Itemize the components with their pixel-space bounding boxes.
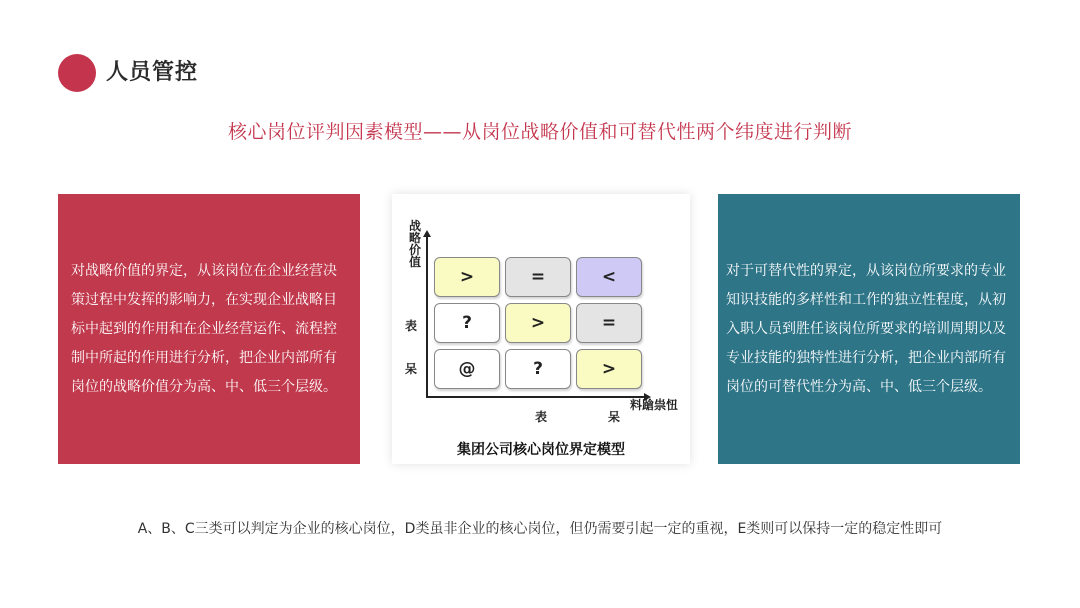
model-cell-r2c2: > (505, 303, 571, 343)
model-cell-r2c1: ? (434, 303, 500, 343)
x-axis-label: 料蹌祟忸 (630, 398, 679, 412)
model-cell-r1c3: < (576, 257, 642, 297)
footer-note: A、B、C三类可以判定为企业的核心岗位，D类虽非企业的核心岗位，但仍需要引起一定的重视，E类则可以保持一定的稳定性即可 (137, 521, 943, 537)
core-position-model (392, 194, 690, 464)
y-axis-arrow-icon (423, 230, 431, 237)
col-label-right: 呆 (608, 410, 621, 424)
model-cell-r3c3: > (576, 349, 642, 389)
page-title: 人员管控 (106, 60, 199, 85)
model-cell-r1c1: > (434, 257, 500, 297)
model-cell-r2c3: = (576, 303, 642, 343)
header-circle-decoration (58, 54, 96, 92)
section-subtitle: 核心岗位评判因素模型——从岗位战略价值和可替代性两个纬度进行判断 (227, 121, 852, 143)
model-caption: 集团公司核心岗位界定模型 (457, 442, 625, 458)
row-label-bottom: 呆 (405, 362, 418, 376)
row-label-middle: 表 (405, 319, 418, 333)
replaceability-text: 对于可替代性的界定，从该岗位所要求的专业知识技能的多样性和工作的独立性程度，从初入职人员到胜任该岗位所要求的培训周期以及专业技能的独特性进行分析，把企业内部所有岗位的可替代性分为高、中、低三个层级。 (726, 262, 1006, 395)
x-axis-line (426, 396, 646, 398)
col-label-middle: 表 (535, 410, 548, 424)
y-axis-line (426, 234, 428, 396)
model-cell-r3c2: ? (505, 349, 571, 389)
model-cell-r1c2: = (505, 257, 571, 297)
strategic-value-text: 对战略价值的界定，从该岗位在企业经营决策过程中发挥的影响力，在实现企业战略目标中起到的作用和在企业经营运作、流程控制中所起的作用进行分析，把企业内部所有岗位的战略价值分为高、中、低三个层级。 (71, 262, 337, 395)
y-axis-label: 战略价值 (408, 219, 421, 269)
model-cell-r3c1: @ (434, 349, 500, 389)
strategic-value-card (58, 194, 360, 464)
replaceability-card (718, 194, 1020, 464)
